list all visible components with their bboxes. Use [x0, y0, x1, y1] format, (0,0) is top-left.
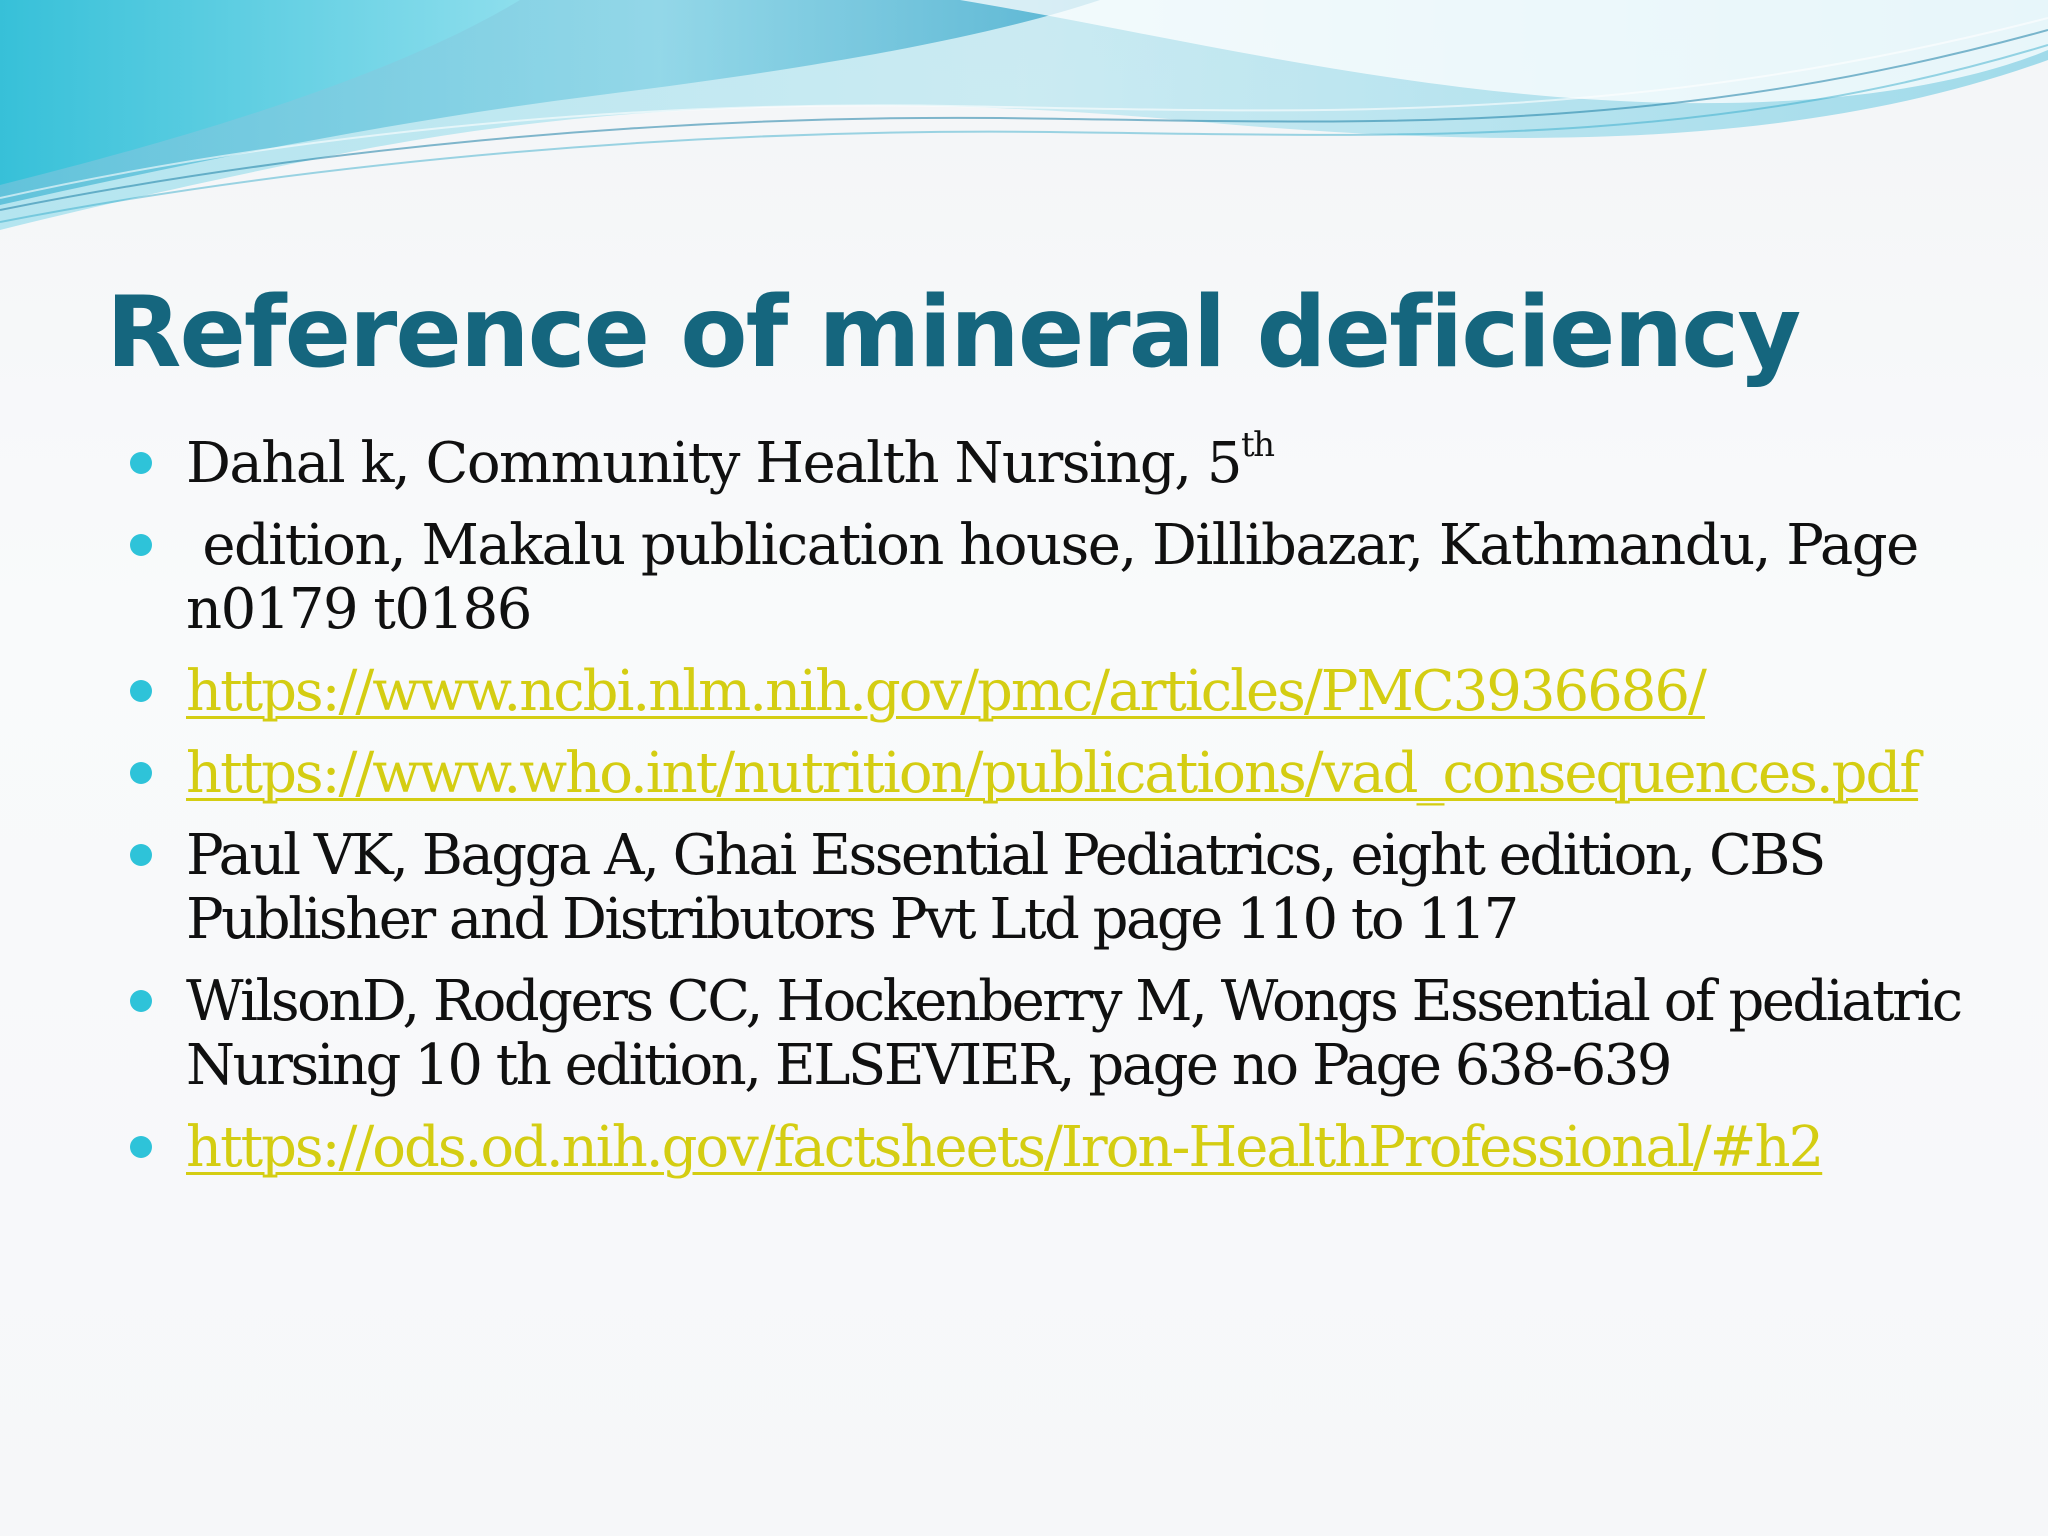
reference-item	[130, 425, 2010, 496]
reference-text: WilsonD, Rodgers CC, Hockenberry M, Wongs Essential of pediatric Nursing 10 th edition, ELSEVIER, page no Page 638-639	[186, 969, 1961, 1098]
reference-list	[130, 425, 2010, 1198]
bullet-icon	[130, 844, 152, 866]
bullet-icon	[130, 452, 152, 474]
decorative-wave-header	[0, 0, 2048, 240]
reference-item	[130, 824, 2010, 952]
bullet-icon	[130, 680, 152, 702]
reference-link[interactable]: https://ods.od.nih.gov/factsheets/Iron-HealthProfessional/#h2	[186, 1115, 1823, 1180]
reference-item	[130, 660, 2010, 724]
reference-item	[130, 1116, 2010, 1180]
superscript-ordinal: th	[1241, 425, 1274, 466]
slide-title: Reference of mineral deficiency	[106, 276, 1800, 390]
reference-item	[130, 970, 2010, 1098]
reference-text: Paul VK, Bagga A, Ghai Essential Pediatrics, eight edition, CBS Publisher and Distributors Pvt Ltd page 110 to 117	[186, 823, 1824, 952]
bullet-icon	[130, 1136, 152, 1158]
reference-text: Dahal k, Community Health Nursing, 5th	[186, 425, 1274, 496]
reference-link[interactable]: https://www.who.int/nutrition/publications/vad_consequences.pdf	[186, 741, 1919, 806]
reference-link[interactable]: https://www.ncbi.nlm.nih.gov/pmc/articles/PMC3936686/	[186, 659, 1705, 724]
bullet-icon	[130, 762, 152, 784]
reference-text: edition, Makalu publication house, Dillibazar, Kathmandu, Page n0179 t0186	[186, 513, 1935, 642]
reference-item	[130, 742, 2010, 806]
reference-item	[130, 514, 2010, 642]
bullet-icon	[130, 534, 152, 556]
bullet-icon	[130, 990, 152, 1012]
